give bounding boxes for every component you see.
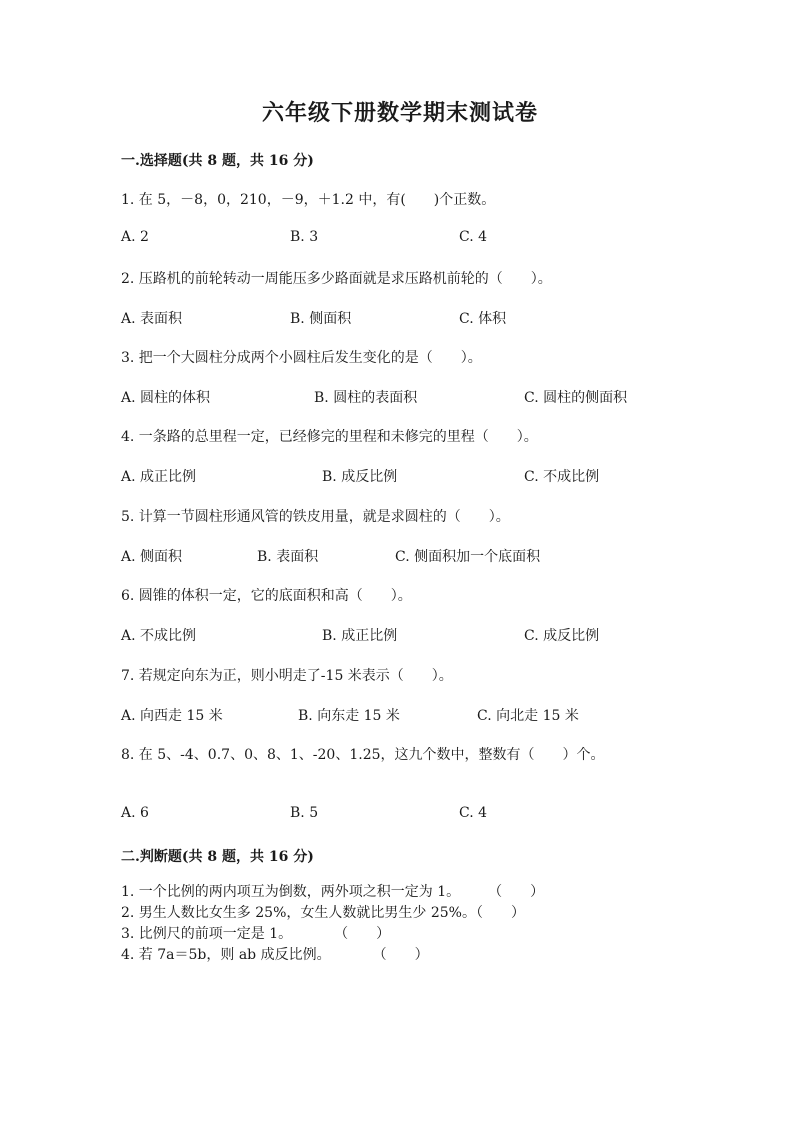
question-1-option-b: B. 3 — [290, 229, 319, 245]
question-8-option-a: A. 6 — [121, 805, 149, 821]
question-6-option-c: C. 成反比例 — [524, 628, 600, 644]
question-6-option-a: A. 不成比例 — [121, 628, 197, 644]
page-title: 六年级下册数学期末测试卷 — [261, 100, 538, 126]
question-1-option-c: C. 4 — [459, 229, 488, 245]
question-6-option-b: B. 成正比例 — [322, 628, 398, 644]
question-2-option-b: B. 侧面积 — [290, 311, 352, 327]
question-1: 1. 在 5，－8，0，210，－9，＋1.2 中，有( )个正数。 — [121, 192, 496, 208]
true-false-item-1: 1. 一个比例的两内项互为倒数，两外项之积一定为 1。 （ ） — [121, 884, 545, 900]
question-5-option-c: C. 侧面积加一个底面积 — [395, 549, 541, 565]
section-heading-true-false: 二.判断题(共 8 题，共 16 分) — [121, 849, 314, 865]
question-8: 8. 在 5、-4、0.7、0、8、1、-20、1.25，这九个数中，整数有（ ）个。 — [121, 747, 605, 763]
question-7-option-a: A. 向西走 15 米 — [121, 708, 223, 724]
question-2-option-a: A. 表面积 — [121, 311, 183, 327]
question-5-option-a: A. 侧面积 — [121, 549, 183, 565]
question-5-option-b: B. 表面积 — [257, 549, 319, 565]
section-heading-choice: 一.选择题(共 8 题，共 16 分) — [121, 153, 314, 169]
question-8-option-c: C. 4 — [459, 805, 488, 821]
true-false-item-2: 2. 男生人数比女生多 25%，女生人数就比男生少 25%。（ ） — [121, 905, 525, 921]
true-false-item-3: 3. 比例尺的前项一定是 1。 （ ） — [121, 926, 391, 942]
question-6: 6. 圆锥的体积一定，它的底面积和高（ ）。 — [121, 588, 412, 604]
question-4-option-b: B. 成反比例 — [322, 469, 398, 485]
question-8-option-b: B. 5 — [290, 805, 319, 821]
question-7-option-b: B. 向东走 15 米 — [298, 708, 400, 724]
question-4: 4. 一条路的总里程一定，已经修完的里程和未修完的里程（ ）。 — [121, 429, 538, 445]
question-5: 5. 计算一节圆柱形通风管的铁皮用量，就是求圆柱的（ ）。 — [121, 509, 510, 525]
question-1-option-a: A. 2 — [121, 229, 149, 245]
question-4-option-a: A. 成正比例 — [121, 469, 197, 485]
question-7-option-c: C. 向北走 15 米 — [477, 708, 579, 724]
true-false-item-4: 4. 若 7a＝5b，则 ab 成反比例。 （ ） — [121, 947, 429, 963]
question-4-option-c: C. 不成比例 — [524, 469, 600, 485]
question-2: 2. 压路机的前轮转动一周能压多少路面就是求压路机前轮的（ ）。 — [121, 271, 552, 287]
question-3-option-a: A. 圆柱的体积 — [121, 390, 211, 406]
question-3-option-b: B. 圆柱的表面积 — [314, 390, 418, 406]
question-2-option-c: C. 体积 — [459, 311, 507, 327]
question-7: 7. 若规定向东为正，则小明走了-15 米表示（ ）。 — [121, 668, 453, 684]
question-3: 3. 把一个大圆柱分成两个小圆柱后发生变化的是（ ）。 — [121, 350, 482, 366]
question-3-option-c: C. 圆柱的侧面积 — [524, 390, 628, 406]
